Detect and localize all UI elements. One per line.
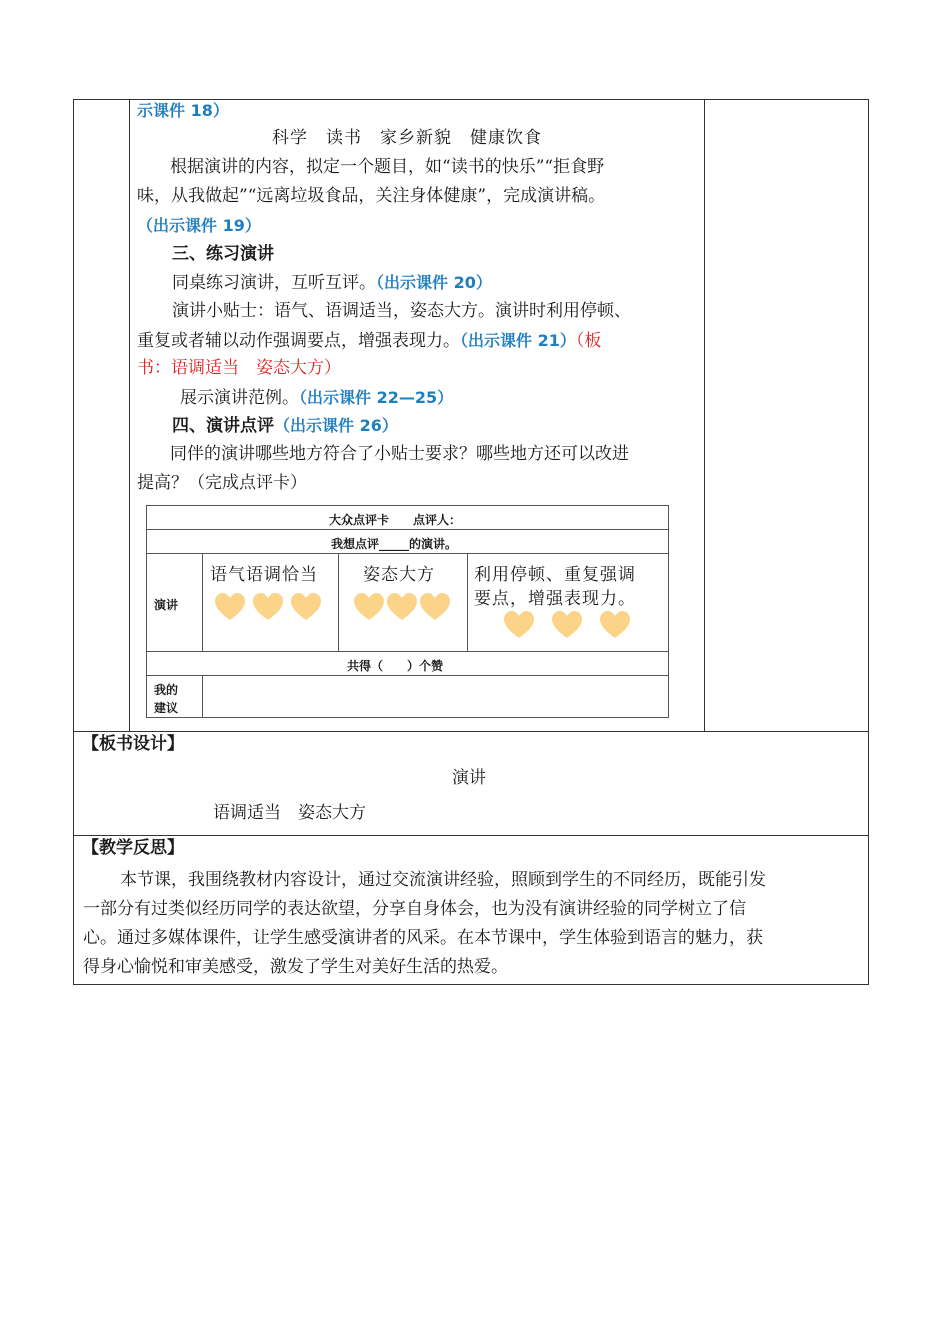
courseware-reference: （出示课件 21） xyxy=(460,331,576,350)
heart-icon xyxy=(552,611,582,639)
table-divider xyxy=(129,99,130,731)
reflection-line: 心。通过多媒体课件，让学生感受演讲者的风采。在本节课中，学生体验到语言的魅力，获 xyxy=(83,928,763,948)
board-note: 书：语调适当 姿态大方） xyxy=(137,358,341,378)
board-points: 语调适当 姿态大方 xyxy=(213,803,366,823)
heart-icon xyxy=(387,593,417,621)
card-divider xyxy=(467,554,468,651)
courseware-reference: （出示课件 26） xyxy=(274,416,398,435)
board-heading: 【板书设计】 xyxy=(82,734,184,754)
suggestion-label: 建议 xyxy=(154,701,179,715)
card-total: 共得（ ）个赞 xyxy=(347,659,444,673)
criterion-expression: 利用停顿、重复强调 xyxy=(474,565,636,585)
reflection-line: 一部分有过类似经历同学的表达欲望，分享自身体会，也为没有演讲经验的同学树立了信 xyxy=(83,899,746,919)
heart-icon xyxy=(354,593,384,621)
speech-topics: 科学 读书 家乡新貌 健康饮食 xyxy=(272,128,542,148)
paragraph-line: 演讲小贴士：语气、语调适当，姿态大方。演讲时利用停顿、 xyxy=(172,301,631,321)
paragraph-line xyxy=(172,268,492,298)
examples-text: 展示演讲范例。 xyxy=(180,388,299,408)
table-divider xyxy=(73,835,869,836)
courseware-reference: （出示课件 22—25） xyxy=(299,388,454,407)
paragraph-line: 根据演讲的内容，拟定一个题目，如“读书的快乐”“拒食野 xyxy=(170,157,605,177)
heart-icon xyxy=(504,611,534,639)
row-label: 演讲 xyxy=(154,598,179,612)
card-subtitle-row xyxy=(147,530,668,554)
paragraph-line xyxy=(172,411,398,441)
paragraph-line: 提高？（完成点评卡） xyxy=(137,473,307,493)
courseware-reference: 示课件 18） xyxy=(137,101,229,120)
criterion-posture: 姿态大方 xyxy=(363,565,435,585)
paragraph-line: 味，从我做起”“远离垃圾食品，关注身体健康”，完成演讲稿。 xyxy=(137,186,606,206)
heart-icon xyxy=(420,593,450,621)
card-total-row xyxy=(147,652,668,676)
heart-icon xyxy=(215,593,245,621)
courseware-reference: （出示课件 19） xyxy=(137,216,261,235)
paragraph-line xyxy=(180,383,453,413)
suggestion-label: 我的 xyxy=(154,683,179,697)
card-divider xyxy=(338,554,339,651)
card-title: 大众点评卡 点评人： xyxy=(329,513,462,527)
paragraph-line: 同伴的演讲哪些地方符合了小贴士要求？哪些地方还可以改进 xyxy=(170,444,629,464)
reflection-heading: 【教学反思】 xyxy=(82,838,184,858)
criterion-expression: 要点，增强表现力。 xyxy=(474,589,636,609)
board-note: （板 xyxy=(575,331,602,351)
section-heading: 四、演讲点评 xyxy=(172,416,274,436)
reflection-line: 本节课，我围绕教材内容设计，通过交流演讲经验，照顾到学生的不同经历，既能引发 xyxy=(120,870,766,890)
heart-icon xyxy=(291,593,321,621)
paragraph-line xyxy=(137,326,601,356)
tips-text: 重复或者辅以动作强调要点，增强表现力。 xyxy=(137,331,460,351)
practice-text: 同桌练习演讲，互听互评。 xyxy=(172,273,376,293)
table-divider xyxy=(704,99,705,731)
heart-icon xyxy=(253,593,283,621)
criterion-tone: 语气语调恰当 xyxy=(210,565,318,585)
reflection-line: 得身心愉悦和审美感受，激发了学生对美好生活的热爱。 xyxy=(83,957,508,977)
section-heading: 三、练习演讲 xyxy=(172,244,274,264)
card-divider xyxy=(202,676,203,718)
heart-icon xyxy=(600,611,630,639)
card-subtitle: 我想点评_____的演讲。 xyxy=(331,537,458,551)
card-divider xyxy=(202,554,203,651)
table-divider xyxy=(73,731,869,732)
card-title-row xyxy=(147,506,668,530)
board-title: 演讲 xyxy=(452,768,486,788)
courseware-reference: （出示课件 20） xyxy=(376,273,492,292)
